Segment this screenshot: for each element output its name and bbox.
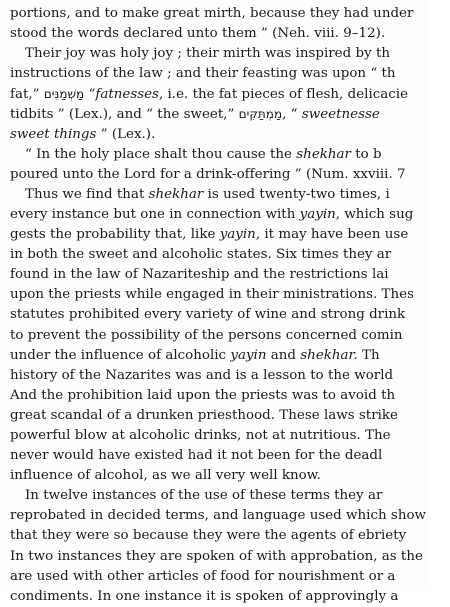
- text-run: in both the sweet and alcoholic states. Six times they ar: [10, 247, 392, 263]
- text-run: , i.e. the fat pieces of flesh, delicacie: [158, 87, 409, 103]
- text-run: In twelve instances of the use of these terms they ar: [25, 488, 383, 504]
- text-line: [10, 466, 450, 486]
- text-run: Thus we find that: [25, 186, 149, 202]
- text-run: “: [84, 87, 96, 103]
- text-run: statutes prohibited every variety of wine and strong drink: [10, 307, 406, 323]
- text-line: [10, 406, 450, 426]
- italic-term: shekhar.: [300, 347, 358, 363]
- text-line: [10, 125, 450, 145]
- text-run: history of the Nazarites was and is a lesson to the world: [10, 367, 394, 383]
- text-line: [10, 145, 450, 165]
- text-line: [10, 326, 450, 346]
- text-run: poured unto the Lord for a drink-offering ” (Num. xxviii. 7: [10, 166, 406, 182]
- italic-term: shekhar: [148, 186, 204, 202]
- text-line: [10, 346, 450, 366]
- text-run: great scandal of a drunken priesthood. These laws strike: [10, 407, 398, 423]
- italic-term: fatnesses: [95, 87, 159, 103]
- text-line: [10, 285, 450, 305]
- text-line: [10, 165, 450, 185]
- text-line: [10, 4, 450, 24]
- text-line: [10, 84, 450, 104]
- text-run: never would have existed had it not been for the deadl: [10, 448, 383, 464]
- text-line: [10, 567, 450, 587]
- text-run: to b: [350, 146, 382, 162]
- text-line: [10, 245, 450, 265]
- text-run: , which sug: [335, 206, 414, 222]
- text-line: [10, 24, 450, 44]
- text-run: under the influence of alcoholic: [10, 347, 231, 363]
- italic-term: sweet things: [10, 126, 97, 142]
- text-run: tidbits ” (Lex.), and “ the sweet,”: [10, 107, 239, 123]
- body-text: [10, 4, 450, 607]
- text-line: [10, 205, 450, 225]
- text-run: fat,”: [10, 87, 44, 103]
- text-run: ” (Lex.).: [96, 126, 156, 142]
- text-run: gests the probability that, like: [10, 227, 220, 243]
- text-run: condiments. In one instance it is spoken of approvingly a: [10, 588, 399, 604]
- text-line: [10, 506, 450, 526]
- text-run: , “: [282, 107, 302, 123]
- text-run: “ In the holy place shalt thou cause the: [25, 146, 297, 162]
- hebrew-word: מַשְׁמַנִּים: [43, 87, 85, 102]
- text-run: that they were so because they were the agents of ebriety: [10, 528, 407, 544]
- text-run: and: [266, 347, 301, 363]
- text-line: [10, 305, 450, 325]
- text-run: portions, and to make great mirth, because they had under: [10, 6, 414, 21]
- italic-term: shekhar: [296, 146, 351, 162]
- italic-term: sweetnesse: [301, 107, 380, 123]
- text-run: reprobated in decided terms, and language used which show: [10, 508, 427, 524]
- text-line: [10, 446, 450, 466]
- text-line: [10, 225, 450, 245]
- text-line: [10, 104, 450, 124]
- hebrew-word: מַמְתַּקִּים: [238, 107, 283, 122]
- text-run: And the prohibition laid upon the priests was to avoid th: [10, 387, 396, 403]
- text-run: to prevent the possibility of the persons concerned comin: [10, 327, 403, 343]
- text-line: [10, 426, 450, 446]
- text-line: [10, 587, 450, 607]
- text-run: In two instances they are spoken of with approbation, as the: [10, 548, 423, 564]
- italic-term: yayin: [219, 227, 256, 243]
- text-run: every instance but one in connection with: [10, 206, 300, 222]
- text-run: are used with other articles of food for nourishment or a: [10, 568, 396, 584]
- text-line: [10, 185, 450, 205]
- text-line: [10, 265, 450, 285]
- text-run: Their joy was holy joy ; their mirth was inspired by th: [25, 46, 390, 62]
- text-run: Th: [357, 347, 380, 363]
- text-line: [10, 366, 450, 386]
- text-run: influence of alcohol, as we all very well know.: [10, 468, 321, 484]
- italic-term: yayin: [230, 347, 267, 363]
- text-run: found in the law of Nazariteship and the restrictions lai: [10, 267, 389, 283]
- text-line: [10, 547, 450, 567]
- text-run: instructions of the law ; and their feasting was upon “ th: [10, 66, 396, 82]
- text-line: [10, 44, 450, 64]
- text-run: is used twenty-two times, i: [203, 186, 390, 202]
- text-run: , it may have been use: [255, 227, 409, 243]
- text-run: powerful blow at alcoholic drinks, not at nutritious. The: [10, 427, 391, 443]
- italic-term: yayin: [299, 206, 336, 222]
- text-line: [10, 386, 450, 406]
- text-run: upon the priests while engaged in their ministrations. Thes: [10, 287, 414, 303]
- text-line: [10, 64, 450, 84]
- text-run: stood the words declared unto them ” (Neh. viii. 9–12).: [10, 26, 386, 42]
- text-line: [10, 526, 450, 546]
- text-line: [10, 486, 450, 506]
